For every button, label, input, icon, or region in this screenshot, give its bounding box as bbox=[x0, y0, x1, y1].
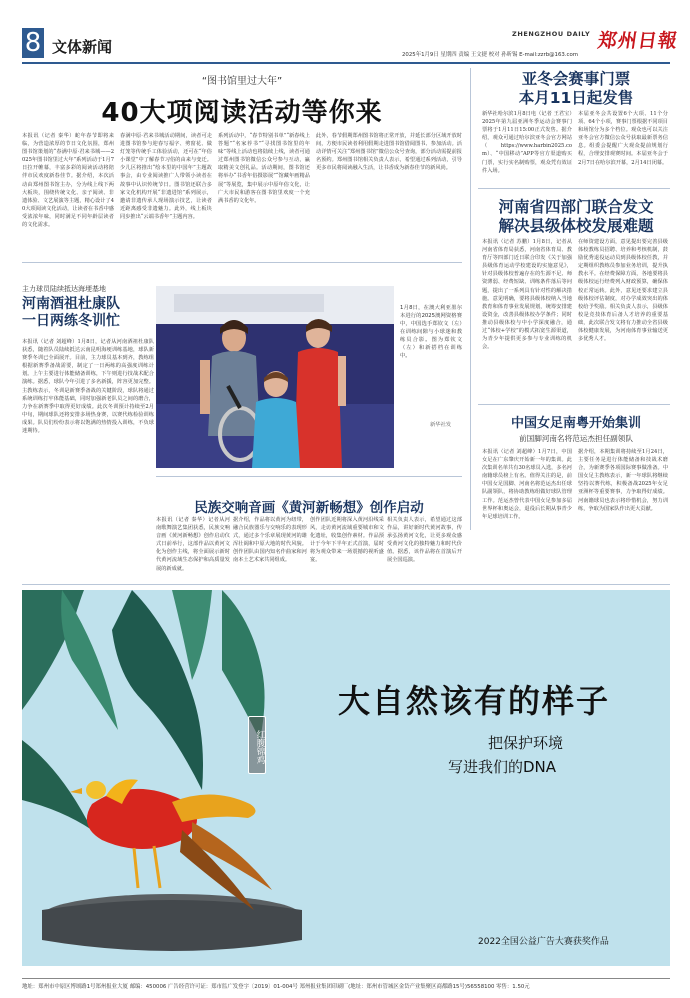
newspaper-logo: 郑州日報 bbox=[596, 30, 680, 52]
lead-column-2: 春满中原·君来书城活动期间，读者可走进图书馆参与迎春写福字、剪窗花、做灯笼等传统手工体验活动，还可在“年俗小课堂”中了解春节习俗的由来与变迁。少儿区将推出“绘本里的中国年”主题故事会，由专业阅读推广人带领小读者在故事中认识传统节日。图书馆还联合多家文化机构开展“非遗进馆”系列展示，邀请非遗传承人现场演示技艺，让读者近距离感受非遗魅力。此外，线上板块同步推出“云端书香年”主题内容。 bbox=[120, 133, 212, 220]
music-column-1: 本报讯（记者 秦华）记者从河南歌舞演艺集团获悉，民族交响音画《黄河新畅想》创作启动仪式日前举行，这部作品以黄河文化为创作主线，将全面展示新时代黄河流域生态保护和高质量发展的新成就。 bbox=[156, 517, 230, 572]
column-divider bbox=[470, 68, 471, 530]
womens-football-column-2: 据介绍，本期集训将持续至1月24日，主要任务是进行体能储备和技战术磨合，为新赛季各项国际赛事做准备。中国女足主教练表示，新一年球队将继续坚持以赛代练，积极备战2025年女足亚洲杯等重要赛事，力争取得好成绩。河南籍球员也表示将珍惜机会，努力训练，争取为国家队作出更大贡献。 bbox=[578, 449, 668, 512]
divider bbox=[156, 476, 462, 477]
lead-column-4: 此外，春节假期郑州图书馆将正常开放，并延长部分区域开放时间，方便市民读者利用假期走进图书馆借阅图书、参加活动。活动详情可关注“郑州图书馆”微信公众号查询，部分活动需提前报名预约。郑州图书馆相关负责人表示，希望通过系列活动，引导更多市民将阅读融入生活，让书香成为新春佳节的新风尚。 bbox=[316, 133, 462, 172]
divider bbox=[22, 584, 670, 585]
basketball-headline: 河南酒祖杜康队 一日两练冬训忙 bbox=[22, 296, 120, 329]
page-number: 8 bbox=[22, 28, 44, 58]
divider bbox=[478, 404, 670, 405]
header-rule bbox=[22, 62, 670, 64]
ad-award-note: 2022全国公益广告大赛获奖作品 bbox=[478, 937, 609, 947]
footer-info: 地址：郑州市中原区博颂路1号郑州报业大厦 邮编：450006 广告经营许可证：郑市监广发登字〔2019〕01-004号 郑州报业集团印刷厂(地址：郑州市管城区金岱产业集聚区商都路15号)56558100 零售：1.50元 bbox=[22, 984, 530, 990]
public-service-ad bbox=[22, 590, 670, 966]
section-title: 文体新闻 bbox=[52, 38, 113, 56]
date-line: 2025年1月9日 星期四 责编 王文捷 校对 孙昕锡 E-mail:zzrb@163.com bbox=[402, 52, 579, 58]
music-headline: 民族交响音画《黄河新畅想》创作启动 bbox=[194, 500, 424, 516]
lead-kicker: “图书馆里过大年” bbox=[201, 76, 283, 87]
divider bbox=[22, 262, 462, 263]
photo-caption: 1月8日，在澳大利亚墨尔本进行的2025澳网资格赛中，中国选手郑钦文（左）在训练间隙与小球迷和教练员合影。图为郑钦文（左）和新搭档在训练中。 bbox=[400, 305, 462, 359]
sports-school-column-1: 本报讯（记者 苏鹏）1月8日，记者从河南省体育局获悉，河南省体育局、教育厅等四部门近日联合印发《关于加强县级体育运动学校建设的实施意见》，针对县级体校普遍存在的生源不足、师资薄弱、经费短缺、训练条件落后等问题，提出了一系列具有针对性的解决措施。意见明确，要将县级体校纳入当地教育和体育事业发展规划，统筹安排建设资金，改善县级体校办学条件；同时推动县级体校与中小学深度融合，通过“体校+学校”的模式拓宽生源渠道，为青少年提供更多参与专业训练的机会。 bbox=[482, 239, 572, 351]
tennis-photo bbox=[156, 286, 394, 468]
divider bbox=[478, 188, 670, 189]
sports-school-headline: 河南省四部门联合发文 解决县级体校发展难题 bbox=[498, 198, 654, 235]
ticket-column-2: 本届亚冬会共设置6个大项、11个分项、64个小项，赛事门票根据不同项目和场馆分为多个档位。观众也可以关注亚冬会官方微信公众号获取最新票务信息。组委会提醒广大观众提前规划行程，合理安排观赛时间。本届亚冬会于2月7日在哈尔滨开幕，2月14日闭幕。 bbox=[578, 111, 668, 166]
ad-slogan-line-1: 把保护环境 bbox=[488, 734, 564, 752]
basketball-kicker: 主力球员陆续抵达海埂基地 bbox=[22, 285, 106, 293]
basketball-body: 本报讯（记者 刘超峰）1月8日，记者从河南酒祖杜康队获悉，随着队员陆续抵达云南昆明海埂训练基地，球队新赛季冬训已全面展开。目前，主力球员基本到齐，教练组根据新赛季备战需要，制定了一日两练的高强度训练计划。上午主要进行体能储备训练，下午则进行技战术配合演练。据悉，球队今年引进了多名新援，阵容更加完整。主教练表示，冬训是新赛季备战的关键阶段，球队将通过系统训练打牢体能基础，同时加强新老队员之间的磨合，力争在新赛季中取得更好成绩。此次冬训预计持续至2月中旬，期间球队还将安排多场热身赛，以赛代练检验训练成果。队员们纷纷表示将以饱满的热情投入训练，不负球迷期待。 bbox=[22, 339, 154, 435]
lead-column-1: 本报讯（记者 秦华）蛇年春节即将来临，为营造浓厚的节日文化氛围，郑州图书馆策划的“春满中原·君来书城——2025年图书馆里过大年”系列活动于1月7日拉开帷幕，丰富多彩的阅读活动将陪伴市民欢度新春佳节。据介绍，本次活动由郑州图书馆主办，分为线上线下两大板块，围绕传统文化、亲子阅读、非遗体验、文艺展演等主题，精心设计了40大项阅读文化活动，让读者在书香中感受浓浓年味，同时满足不同年龄层读者的文化需求。 bbox=[22, 133, 114, 229]
paper-english-name: ZHENGZHOU DAILY bbox=[512, 30, 591, 38]
womens-football-subheadline: 前国脚河南名将范运杰担任副领队 bbox=[519, 434, 633, 443]
ad-slogan-line-2: 写进我们的DNA bbox=[448, 758, 557, 776]
lead-column-3: 系列活动中，“春节特别书单”“新春线上答题”“名家荐书”“寻找图书馆里的年味”等线上活动也将陆续上线，读者可通过郑州图书馆微信公众号参与互动，赢取精美文创礼品。活动期间，图书馆还将举办“书香年俗摄影展”“馆藏年画精品展”等展览，集中展示中原年俗文化，让广大市民和游客在图书馆里欢度一个充满书香的文化年。 bbox=[218, 133, 310, 204]
ticket-headline: 亚冬会赛事门票 本月11日起发售 bbox=[518, 70, 634, 107]
ad-headline: 大自然该有的样子 bbox=[338, 682, 611, 720]
music-column-3: 创作团队近期将深入黄河沿线采风，走访黄河流域重要城市和文化遗址，收集创作素材。作品预计于今年下半年正式首演，届时将为观众带来一场震撼的视听盛宴。 bbox=[310, 517, 384, 564]
ad-seal: 红腹锦鸡 bbox=[248, 716, 266, 774]
womens-football-headline: 中国女足南粤开始集训 bbox=[510, 416, 641, 431]
ticket-column-1: 新华社哈尔滨1月8日电（记者 王君宝）2025年第九届亚洲冬季运动会赛事门票将于1月11日15:00正式发售。据介绍，观众可通过哈尔滨亚冬会官方网站（https://www.harbin2025.com）、“中国移动”APP等官方渠道购买门票，实行实名制购票，观众凭有效证件入场。 bbox=[482, 111, 572, 174]
sports-school-column-2: 在师资建设方面，意见提出要完善县级体校教练员招聘、培养和考核机制，鼓励优秀退役运动员到县级体校任教，并定期组织教练员参加业务培训，提升执教水平。在经费保障方面，各地要将县级体校运行经费列入财政预算，确保体校正常运转。此外，意见还要求建立县级体校评估制度，对办学成效突出的体校给予奖励。相关负责人表示，县级体校是竞技体育后备人才培养的重要基础，此次联合发文将有力推动全省县级体校健康发展，为河南体育事业输送更多优秀人才。 bbox=[578, 239, 668, 343]
footer-rule bbox=[22, 978, 670, 979]
music-column-4: 相关负责人表示，希望通过这部作品，讲好新时代黄河故事，传承弘扬黄河文化，让更多观众感受黄河文化的独特魅力和时代价值。据悉，该作品将在首演后开展全国巡演。 bbox=[387, 517, 462, 564]
photo-credit: 新华社发 bbox=[430, 422, 452, 428]
lead-headline: 40大项阅读活动等你来 bbox=[101, 98, 383, 128]
music-column-2: 据介绍，作品将以黄河为纽带，融合民族器乐与交响乐的表现形式，通过多个乐章展现黄河的雄浑壮阔和中原大地的时代风貌。创作团队由国内知名作曲家和河南本土艺术家共同组成。 bbox=[233, 517, 307, 564]
womens-football-column-1: 本报讯（记者 刘超峰）1月7日，中国女足在广东肇庆开始新一年的集训。此次集训名单共有30名球员入选，多名河南籍球员榜上有名。值得关注的是，前中国女足国脚、河南名将范运杰出任球队副领队，将协助教练组做好球队管理工作。范运杰曾代表中国女足参加多届世界杯和奥运会，退役后长期从事青少年足球培训工作。 bbox=[482, 449, 572, 520]
